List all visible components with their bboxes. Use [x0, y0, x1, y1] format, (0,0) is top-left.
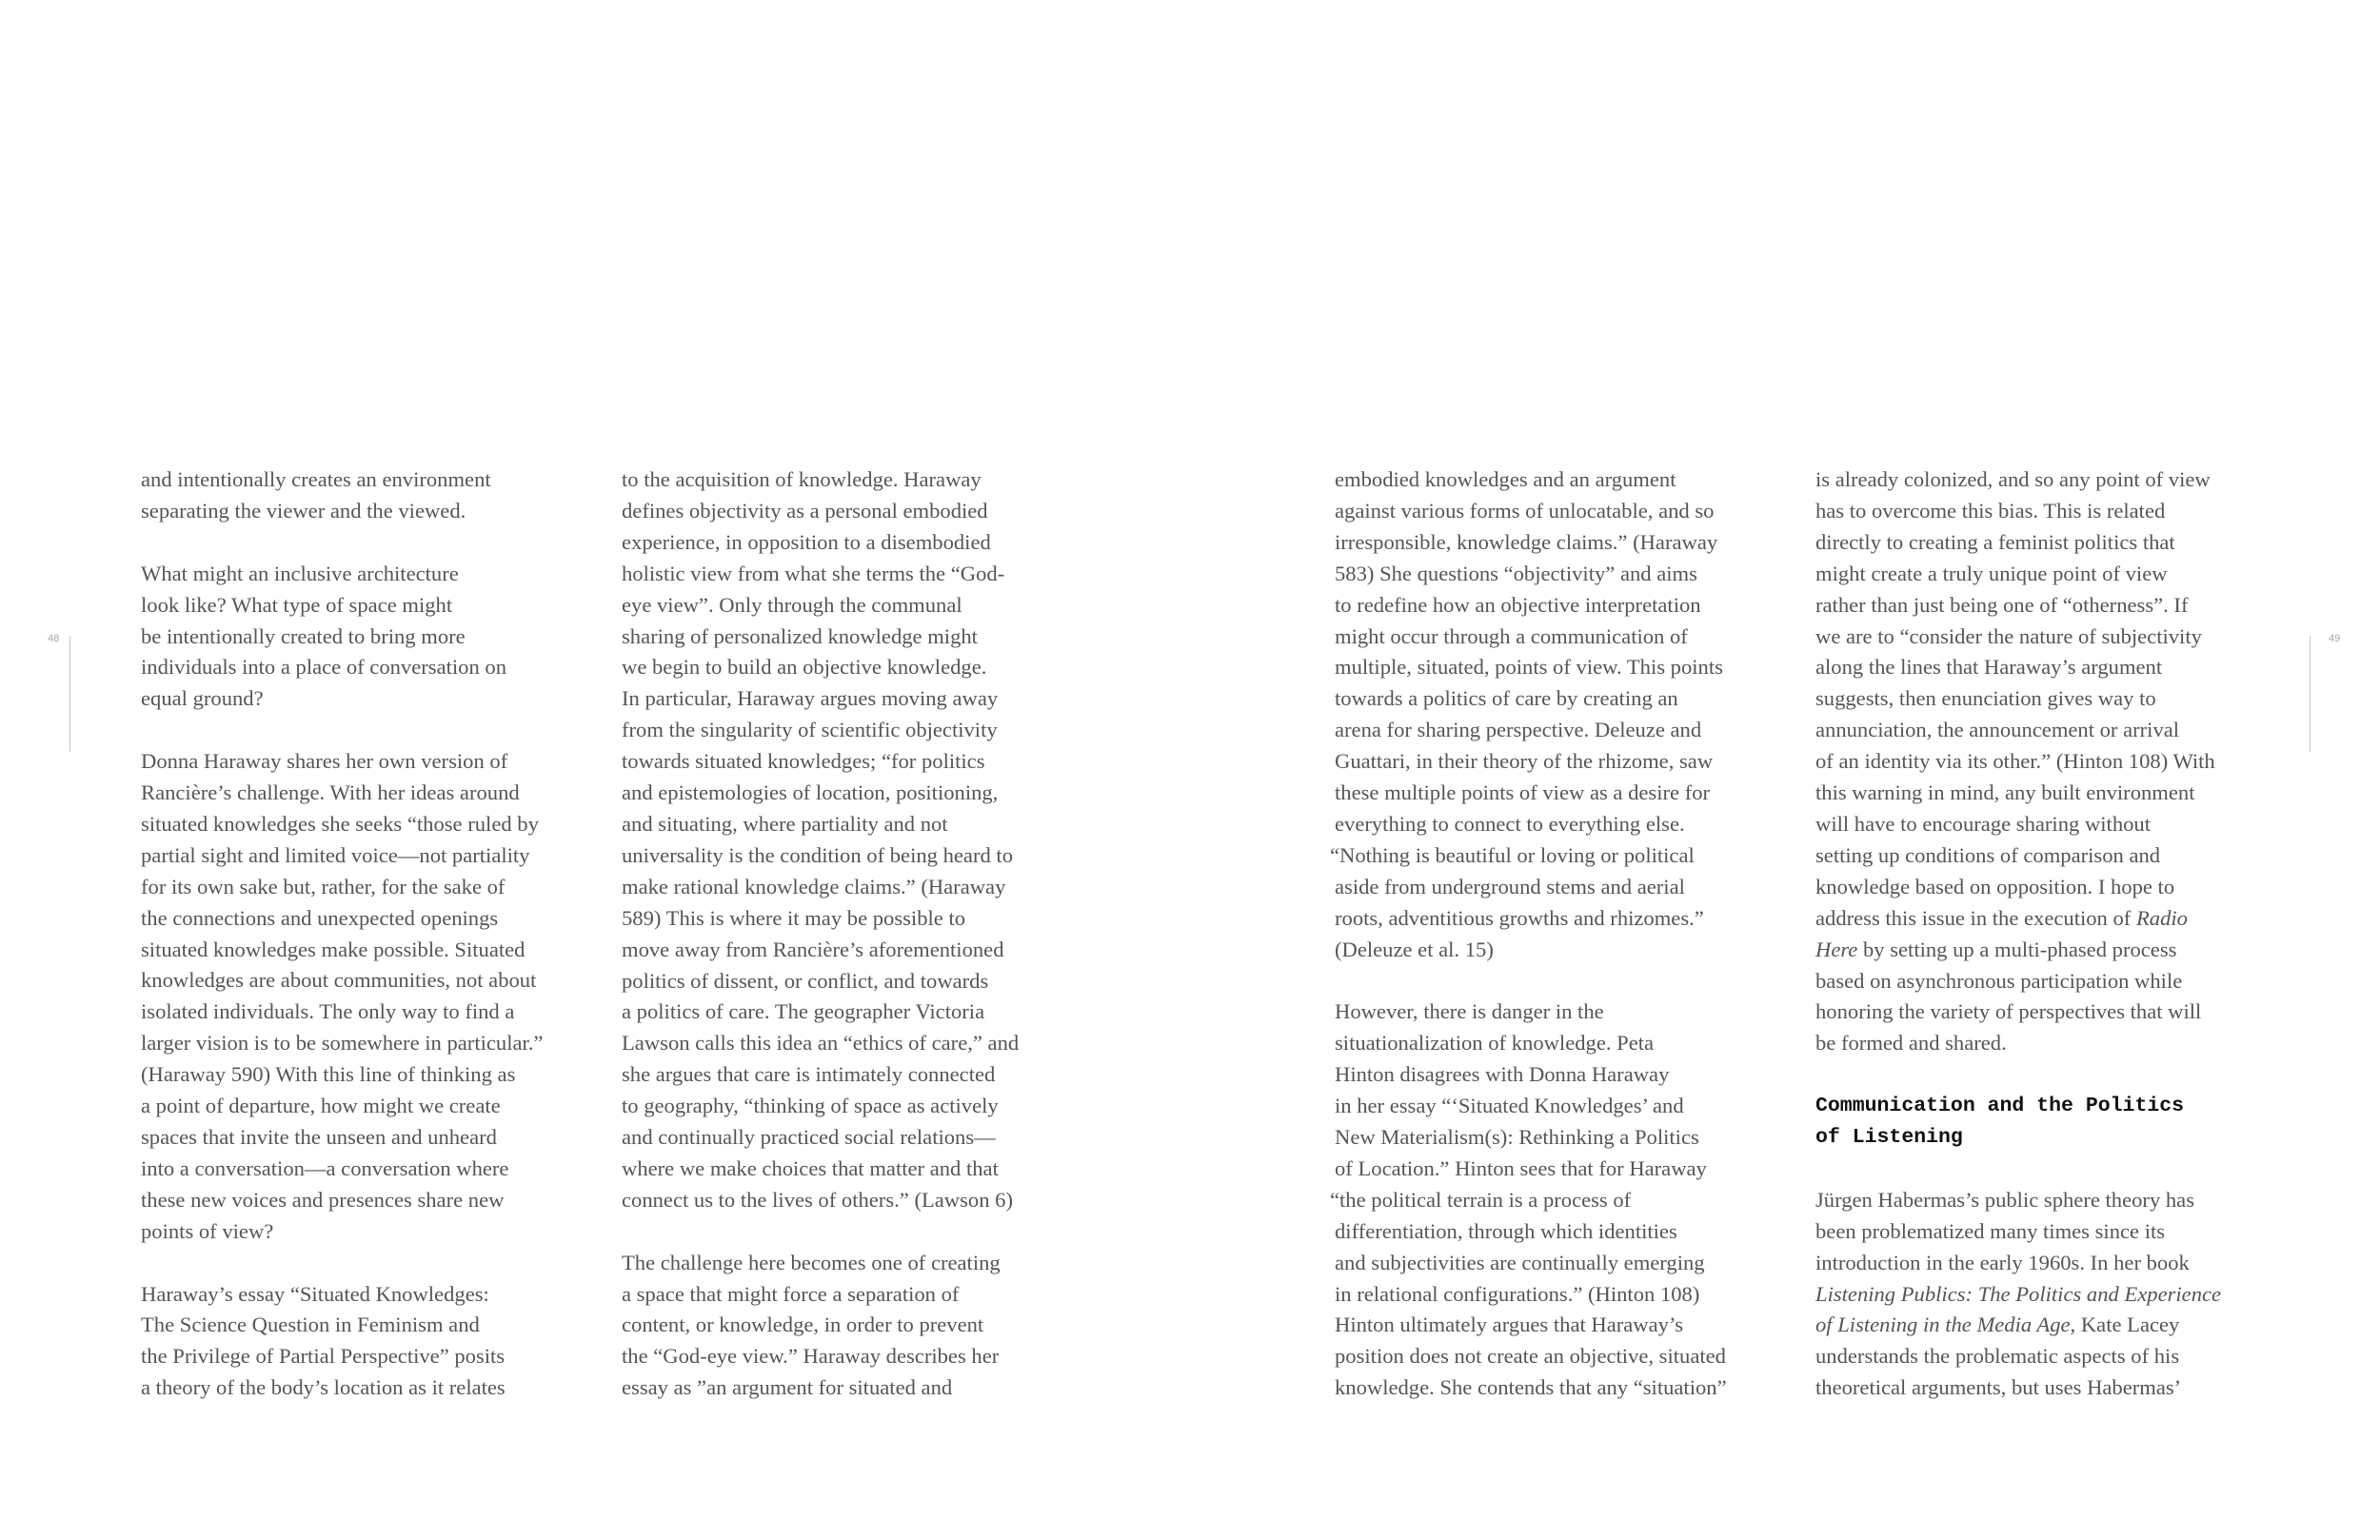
text-line: and continually practiced social relations—: [622, 1125, 996, 1150]
text-line: Haraway’s essay “Situated Knowledges:: [141, 1281, 489, 1306]
left-page-column-2: [622, 464, 1069, 1404]
text-line: a space that might force a separation of: [622, 1281, 960, 1306]
text-line: been problematized many times since its: [1815, 1218, 2166, 1243]
text-line: situationalization of knowledge. Peta: [1335, 1031, 1655, 1056]
paragraph: [1330, 997, 1782, 1404]
text-line: What might an inclusive architecture: [141, 561, 459, 585]
text-line: However, there is danger in the: [1335, 999, 1604, 1024]
text-line: be formed and shared.: [1815, 1031, 2007, 1056]
text-line: into a conversation—a conversation where: [141, 1155, 509, 1180]
text-line: move away from Rancière’s aforementioned: [622, 937, 1004, 961]
text-line: 583) She questions “objectivity” and aims: [1335, 561, 1697, 585]
text-line: has to overcome this bias. This is related: [1815, 498, 2166, 523]
text-line: the Privilege of Partial Perspective” posits: [141, 1344, 506, 1369]
text-line: individuals into a place of conversation on: [141, 655, 506, 680]
text-line: position does not create an objective, situated: [1335, 1344, 1726, 1369]
text-line: isolated individuals. The only way to find a: [141, 999, 515, 1024]
text-line: Guattari, in their theory of the rhizome, saw: [1335, 749, 1714, 774]
page-number-right: 49: [2329, 633, 2341, 644]
left-page-column-1: [141, 464, 588, 1404]
text-line: a politics of care. The geographer Victoria: [622, 999, 985, 1024]
text-line: spaces that invite the unseen and unheard: [141, 1125, 497, 1149]
text-line: Jürgen Habermas’s public sphere theory has: [1815, 1187, 2195, 1212]
text-line: roots, adventitious growths and rhizomes.”: [1335, 905, 1704, 930]
paragraph: [622, 1248, 1069, 1405]
paragraph: [141, 1279, 588, 1405]
text-line: In particular, Haraway argues moving away: [622, 686, 999, 711]
text-line: of Listening in the Media Age, Kate Lacey: [1815, 1313, 2180, 1337]
text-line: towards a politics of care by creating an: [1335, 686, 1678, 711]
page-margin-rule-right: [2310, 636, 2311, 752]
text-line: of Location.” Hinton sees that for Haraway: [1335, 1155, 1707, 1180]
text-line: along the lines that Haraway’s argument: [1815, 655, 2163, 680]
text-line: to the acquisition of knowledge. Haraway: [622, 467, 982, 491]
text-line: introduction in the early 1960s. In her book: [1815, 1250, 2190, 1274]
text-line: equal ground?: [141, 686, 264, 711]
text-line: honoring the variety of perspectives that will: [1815, 999, 2202, 1024]
page-margin-rule-left: [69, 636, 70, 752]
text-line: “the political terrain is a process of: [1330, 1187, 1632, 1212]
section-heading: [1815, 1091, 2263, 1154]
text-line: in relational configurations.” (Hinton 108): [1335, 1281, 1700, 1306]
paragraph: [1330, 464, 1782, 966]
text-line: this warning in mind, any built environment: [1815, 780, 2195, 805]
italic-title: of Listening in the Media Age: [1815, 1313, 2071, 1337]
text-line: and epistemologies of location, positioning,: [622, 780, 999, 805]
text-line: larger vision is to be somewhere in particular.”: [141, 1031, 544, 1056]
right-page: [1190, 0, 2380, 1540]
text-line: we begin to build an objective knowledge.: [622, 655, 987, 680]
italic-title: Here: [1815, 937, 1858, 961]
text-line: differentiation, through which identities: [1335, 1218, 1677, 1243]
text-line: 589) This is where it may be possible to: [622, 905, 966, 930]
text-line: arena for sharing perspective. Deleuze and: [1335, 718, 1702, 742]
page-number-left: 48: [48, 633, 60, 644]
text-line: irresponsible, knowledge claims.” (Haraway: [1335, 529, 1718, 554]
text-line: these new voices and presences share new: [141, 1187, 505, 1212]
text-line: be intentionally created to bring more: [141, 623, 466, 648]
text-line: Here by setting up a multi-phased process: [1815, 937, 2177, 961]
text-line: situated knowledges she seeks “those ruled by: [141, 811, 539, 836]
text-line: experience, in opposition to a disembodied: [622, 529, 991, 554]
text-line: sharing of personalized knowledge might: [622, 623, 978, 648]
text-line: might create a truly unique point of view: [1815, 561, 2168, 585]
text-line: Hinton ultimately argues that Haraway’s: [1335, 1313, 1684, 1337]
text-line: Communication and the Politics: [1815, 1095, 2185, 1118]
text-line: rather than just being one of “otherness”. If: [1815, 592, 2189, 617]
paragraph: [141, 746, 588, 1248]
text-line: essay as ”an argument for situated and: [622, 1375, 953, 1400]
text-line: points of view?: [141, 1218, 274, 1243]
text-line: content, or knowledge, in order to prevent: [622, 1313, 984, 1337]
text-line: understands the problematic aspects of his: [1815, 1344, 2180, 1369]
text-line: a theory of the body’s location as it relates: [141, 1375, 506, 1400]
paragraph: [141, 559, 588, 716]
text-line: where we make choices that matter and that: [622, 1155, 999, 1180]
right-page-column-1: [1330, 464, 1782, 1404]
paragraph: [141, 464, 588, 527]
text-line: to geography, “thinking of space as actively: [622, 1094, 999, 1118]
text-line: will have to encourage sharing without: [1815, 811, 2151, 836]
text-line: knowledge based on opposition. I hope to: [1815, 874, 2175, 898]
text-line: directly to creating a feminist politics that: [1815, 529, 2175, 554]
text-line: (Deleuze et al. 15): [1335, 937, 1494, 961]
text-line: multiple, situated, points of view. This points: [1335, 655, 1723, 680]
text-line: we are to “consider the nature of subjectivity: [1815, 623, 2202, 648]
text-line: “Nothing is beautiful or loving or political: [1330, 842, 1695, 867]
text-line: connect us to the lives of others.” (Lawson 6): [622, 1187, 1013, 1212]
text-line: look like? What type of space might: [141, 592, 453, 617]
text-line: and intentionally creates an environment: [141, 467, 491, 491]
text-line: everything to connect to everything else.: [1335, 811, 1685, 836]
text-line: to redefine how an objective interpretation: [1335, 592, 1701, 617]
text-line: suggests, then enunciation gives way to: [1815, 686, 2156, 711]
paragraph: [622, 464, 1069, 1216]
text-line: of an identity via its other.” (Hinton 108) With: [1815, 749, 2215, 774]
text-line: for its own sake but, rather, for the sake of: [141, 874, 506, 898]
text-line: defines objectivity as a personal embodied: [622, 498, 988, 523]
text-line: annunciation, the announcement or arrival: [1815, 718, 2180, 742]
text-line: she argues that care is intimately connected: [622, 1062, 996, 1087]
text-line: a point of departure, how might we create: [141, 1094, 501, 1118]
text-line: partial sight and limited voice—not partiality: [141, 842, 530, 867]
text-line: Hinton disagrees with Donna Haraway: [1335, 1062, 1670, 1087]
text-line: Rancière’s challenge. With her ideas around: [141, 780, 520, 805]
text-line: make rational knowledge claims.” (Haraway: [622, 874, 1006, 898]
text-line: The challenge here becomes one of creating: [622, 1250, 1001, 1274]
text-line: based on asynchronous participation while: [1815, 968, 2183, 993]
text-line: the “God-eye view.” Haraway describes her: [622, 1344, 1000, 1369]
right-page-column-2: [1815, 464, 2263, 1404]
text-line: The Science Question in Feminism and: [141, 1313, 480, 1337]
paragraph: [1815, 1185, 2263, 1404]
text-line: [1815, 1279, 2263, 1311]
text-line: address this issue in the execution of Radio: [1815, 905, 2188, 930]
text-line: situated knowledges make possible. Situated: [141, 937, 526, 961]
text-line: Lawson calls this idea an “ethics of care,” and: [622, 1031, 1020, 1056]
text-line: knowledge. She contends that any “situation”: [1335, 1375, 1727, 1400]
italic-title: Radio: [2135, 905, 2188, 930]
text-line: separating the viewer and the viewed.: [141, 498, 466, 523]
text-line: from the singularity of scientific objectivity: [622, 718, 998, 742]
paragraph: [1815, 464, 2263, 1059]
text-line: towards situated knowledges; “for politics: [622, 749, 985, 774]
text-line: Donna Haraway shares her own version of: [141, 749, 508, 774]
text-line: against various forms of unlocatable, and so: [1335, 498, 1715, 523]
text-line: aside from underground stems and aerial: [1335, 874, 1685, 898]
text-line: embodied knowledges and an argument: [1335, 467, 1676, 491]
text-line: might occur through a communication of: [1335, 623, 1688, 648]
text-line: (Haraway 590) With this line of thinking as: [141, 1062, 516, 1087]
italic-title: Listening Publics: The Politics and Experience: [1815, 1281, 2222, 1306]
text-line: and situating, where partiality and not: [622, 811, 948, 836]
text-line: these multiple points of view as a desire for: [1335, 780, 1711, 805]
text-line: knowledges are about communities, not about: [141, 968, 537, 993]
text-line: New Materialism(s): Rethinking a Politics: [1335, 1125, 1699, 1150]
text-line: of Listening: [1815, 1126, 1963, 1150]
text-line: theoretical arguments, but uses Habermas’: [1815, 1375, 2182, 1400]
text-line: universality is the condition of being heard to: [622, 842, 1013, 867]
text-line: eye view”. Only through the communal: [622, 592, 962, 617]
text-line: setting up conditions of comparison and: [1815, 842, 2161, 867]
text-line: politics of dissent, or conflict, and towards: [622, 968, 989, 993]
text-line: in her essay “‘Situated Knowledges’ and: [1335, 1094, 1684, 1118]
text-line: holistic view from what she terms the “God-: [622, 561, 1005, 585]
text-line: is already colonized, and so any point of view: [1815, 467, 2211, 491]
text-line: the connections and unexpected openings: [141, 905, 499, 930]
text-line: and subjectivities are continually emerging: [1335, 1250, 1705, 1274]
